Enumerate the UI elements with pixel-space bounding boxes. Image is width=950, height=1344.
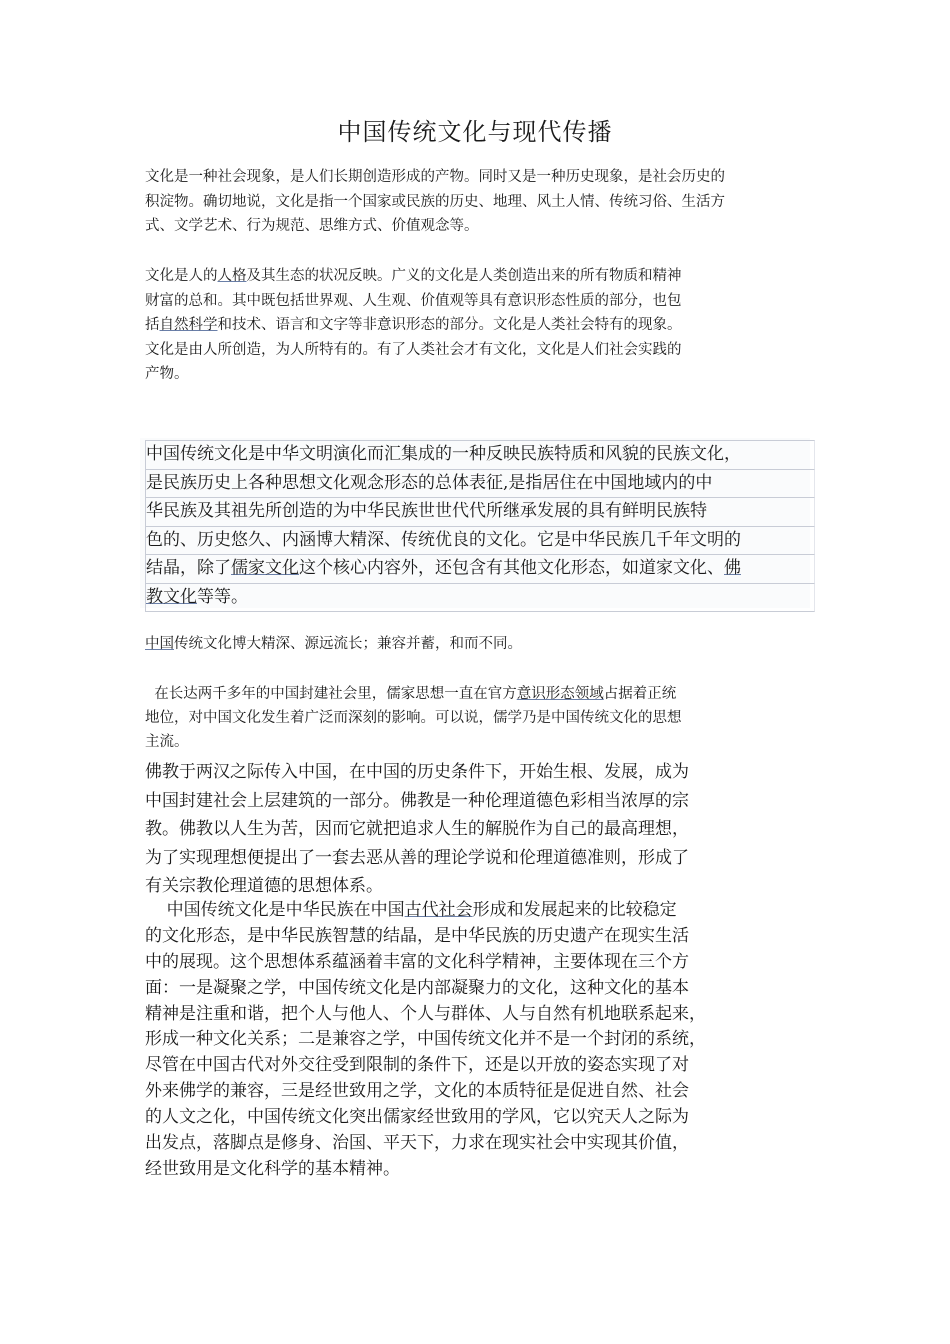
- text-line: 色的、历史悠久、内涵博大精深、传统优良的文化。它是中华民族几千年文明的: [145, 526, 815, 555]
- text-line: 为了实现理想便提出了一套去恶从善的理论学说和伦理道德准则，形成了: [145, 847, 689, 868]
- paragraph-confucianism: [145, 682, 815, 754]
- text-span: 在长达两千多年的中国封建社会里，儒家思想一直在官方: [145, 686, 517, 702]
- text-line: 中的展现。这个思想体系蕴涵着丰富的文化科学精神，主要体现在三个方: [145, 951, 689, 972]
- text-line: 教。佛教以人生为苦，因而它就把追求人生的解脱作为自己的最高理想，: [145, 819, 689, 839]
- text-line: 华民族及其祖先所创造的为中华民族世世代代所继承发展的具有鲜明民族特: [145, 497, 815, 526]
- paragraph-summary: [145, 632, 815, 656]
- text-span: 传统文化博大精深、源远流长；兼容并蓄，和而不同。: [174, 636, 522, 652]
- text-line: [145, 554, 815, 583]
- link-personality[interactable]: 人格: [217, 268, 247, 284]
- text-line: 精神是注重和谐，把个人与他人、个人与群体、人与自然有机地联系起来，: [145, 1003, 706, 1024]
- text-line: 有关宗教伦理道德的思想体系。: [145, 876, 383, 896]
- text-line: [145, 632, 815, 656]
- text-line: 式、文学艺术、行为规范、思维方式、价值观念等。: [145, 218, 479, 234]
- paragraph-culture-definition: [145, 165, 815, 239]
- paragraph-buddhism: [145, 758, 815, 901]
- document-title: 中国传统文化与现代传播: [337, 118, 613, 146]
- paragraph-traditional-culture: [145, 440, 815, 612]
- text-line: 产物。: [145, 366, 189, 382]
- link-natural-science[interactable]: 自然科学: [159, 317, 218, 333]
- text-line: [145, 898, 815, 924]
- text-line: 中国传统文化是中华文明演化而汇集成的一种反映民族特质和风貌的民族文化，: [145, 440, 815, 469]
- text-line: 经世致用是文化科学的基本精神。: [145, 1158, 400, 1179]
- text-line: 外来佛学的兼容，三是经世致用之学，文化的本质特征是促进自然、社会: [145, 1081, 689, 1102]
- text-span: 和技术、语言和文字等非意识形态的部分。文化是人类社会特有的现象。: [217, 317, 682, 333]
- text-line: [145, 264, 815, 289]
- text-span: 括: [145, 317, 160, 333]
- paragraph-culture-spirit: [145, 898, 815, 1183]
- text-line: 文化是由人所创造，为人所特有的。有了人类社会才有文化，文化是人们社会实践的: [145, 341, 682, 358]
- link-buddhist-culture-part1[interactable]: 佛: [724, 558, 741, 578]
- text-line: 中国封建社会上层建筑的一部分。佛教是一种伦理道德色彩相当浓厚的宗: [145, 790, 689, 811]
- text-line: 是民族历史上各种思想文化观念形态的总体表征,是指居住在中国地域内的中: [145, 469, 815, 498]
- text-line: 财富的总和。其中既包括世界观、人生观、价值观等具有意识形态性质的部分，也包: [145, 292, 682, 309]
- text-line: 积淀物。确切地说，文化是指一个国家或民族的历史、地理、风土人情、传统习俗、生活方: [145, 193, 725, 210]
- link-ideology-field[interactable]: 意识形态领域: [516, 686, 604, 702]
- link-china[interactable]: 中国: [145, 636, 174, 652]
- text-span: 这个核心内容外，还包含有其他文化形态，如道家文化、: [299, 558, 724, 578]
- text-line: 的人文之化，中国传统文化突出儒家经世致用的学风，它以究天人之际为: [145, 1107, 689, 1128]
- text-line: [145, 583, 815, 613]
- text-line: 佛教于两汉之际传入中国，在中国的历史条件下，开始生根、发展，成为: [145, 762, 689, 782]
- text-line: [145, 682, 815, 706]
- text-line: 文化是一种社会现象，是人们长期创造形成的产物。同时又是一种历史现象，是社会历史的: [145, 169, 725, 185]
- text-line: [145, 313, 815, 338]
- text-span: 文化是人的: [145, 268, 218, 284]
- link-buddhist-culture-part2[interactable]: 教文化: [146, 586, 197, 607]
- text-span: 形成和发展起来的比较稳定: [472, 900, 677, 920]
- text-line: 形成一种文化关系；二是兼容之学，中国传统文化并不是一个封闭的系统，: [145, 1029, 706, 1050]
- text-span: 占据着正统: [603, 686, 677, 702]
- link-confucian-culture[interactable]: 儒家文化: [231, 558, 299, 578]
- paragraph-culture-broad: [145, 264, 815, 387]
- link-ancient-society[interactable]: 古代社会: [404, 900, 473, 920]
- text-line: 尽管在中国古代对外交往受到限制的条件下，还是以开放的姿态实现了对: [145, 1055, 689, 1076]
- text-line: 面：一是凝聚之学，中国传统文化是内部凝聚力的文化，这种文化的基本: [145, 977, 689, 998]
- text-span: 中国传统文化是中华民族在中国: [145, 900, 405, 920]
- text-line: 地位，对中国文化发生着广泛而深刻的影响。可以说，儒学乃是中国传统文化的思想: [145, 710, 682, 726]
- text-span: 结晶，除了: [146, 558, 231, 578]
- text-span: 及其生态的状况反映。广义的文化是人类创造出来的所有物质和精神: [246, 268, 682, 284]
- text-line: 的文化形态，是中华民族智慧的结晶，是中华民族的历史遗产在现实生活: [145, 925, 689, 946]
- text-line: 出发点，落脚点是修身、治国、平天下，力求在现实社会中实现其价值，: [145, 1133, 689, 1154]
- text-line: 主流。: [145, 734, 189, 750]
- text-span: 等等。: [197, 586, 248, 607]
